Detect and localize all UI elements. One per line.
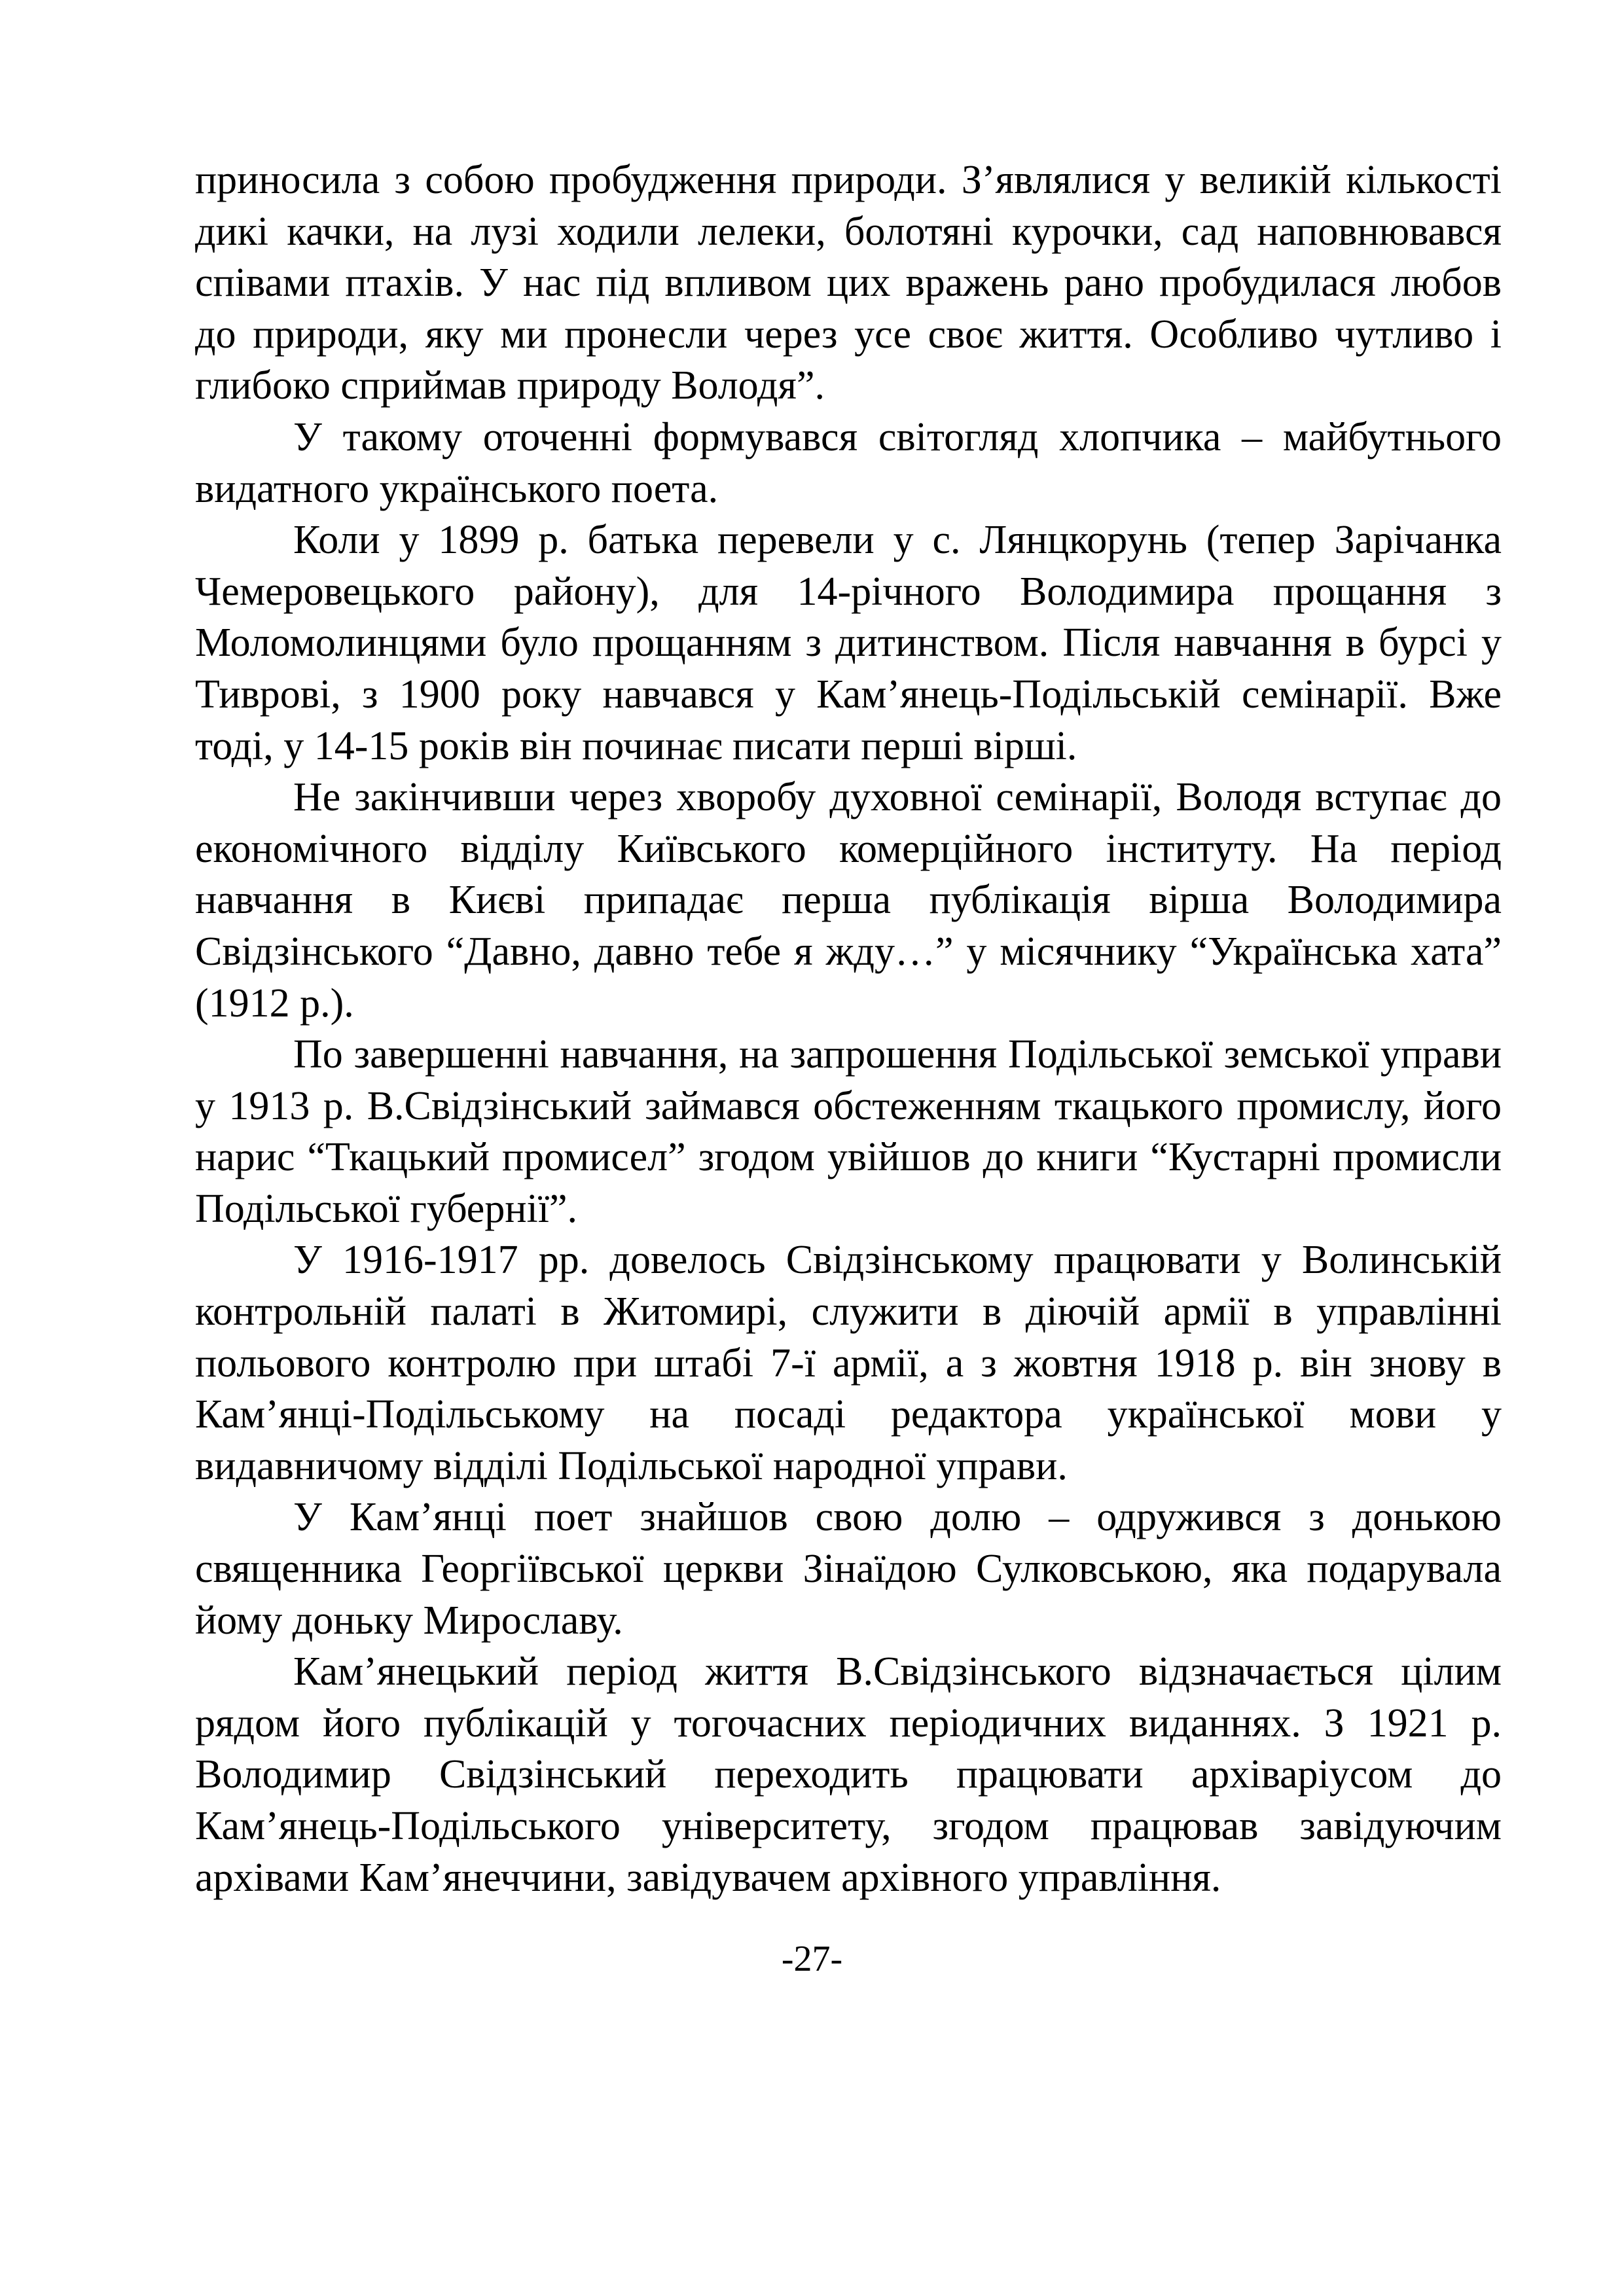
paragraph-8: Кам’янецький період життя В.Свідзінського відзначається цілим рядом його публікацій у тогочасних періодичних виданнях. З 1921 р. Володимир Свідзінський переходить працювати архіваріусом до Кам’янець-Подільського університету, згодом працював завідуючим архівами Кам’янеччини, завідувачем архівного управління. [195,1649,1502,1900]
body-text [195,154,1502,1903]
page-number: -27- [781,1939,843,1979]
paragraph-7: У Кам’янці поет знайшов свою долю – одружився з донькою священника Георгіївської церкви Зінаїдою Сулковською, яка подарувала йому доньку Мирославу. [195,1495,1502,1643]
paragraph-2: У такому оточенні формувався світогляд хлопчика – майбутнього видатного українського поета. [195,414,1502,511]
paragraph-5: По завершенні навчання, на запрошення Подільської земської управи у 1913 р. В.Свідзінський займався обстеженням ткацького промислу, його нарис “Ткацький промисел” згодом увійшов до книги “Кустарні промисли Подільської губернії”. [195,1032,1502,1231]
paragraph-3: Коли у 1899 р. батька перевели у с. Лянцкорунь (тепер Зарічанка Чемеровецького району), для 14-річного Володимира прощання з Моломолинцями було прощанням з дитинством. Після навчання в бурсі у Тиврові, з 1900 року навчався у Кам’янець-Подільській семінарії. Вже тоді, у 14-15 років він починає писати перші вірші. [195,518,1502,768]
paragraph-4: Не закінчивши через хворобу духовної семінарії, Володя вступає до економічного відділу Київського комерційного інституту. На період навчання в Києві припадає перша публікація вірша Володимира Свідзінського “Давно, давно тебе я жду…” у місячнику “Українська хата” (1912 р.). [195,775,1502,1026]
paragraph-6: У 1916-1917 рр. довелось Свідзінському працювати у Волинській контрольній палаті в Житомирі, служити в діючій армії в управлінні польового контролю при штабі 7-ї армії, а з жовтня 1918 р. він знову в Кам’янці-Подільському на посаді редактора української мови у видавничому відділі Подільської народної управи. [195,1238,1502,1488]
paragraph-1: приносила з собою пробудження природи. З’являлися у великій кількості дикі качки, на лузі ходили лелеки, болотяні курочки, сад наповнювався співами птахів. У нас під впливом цих вражень рано пробудилася любов до природи, яку ми пронесли через усе своє життя. Особливо чутливо і глибоко сприймав природу Володя”. [195,158,1502,408]
